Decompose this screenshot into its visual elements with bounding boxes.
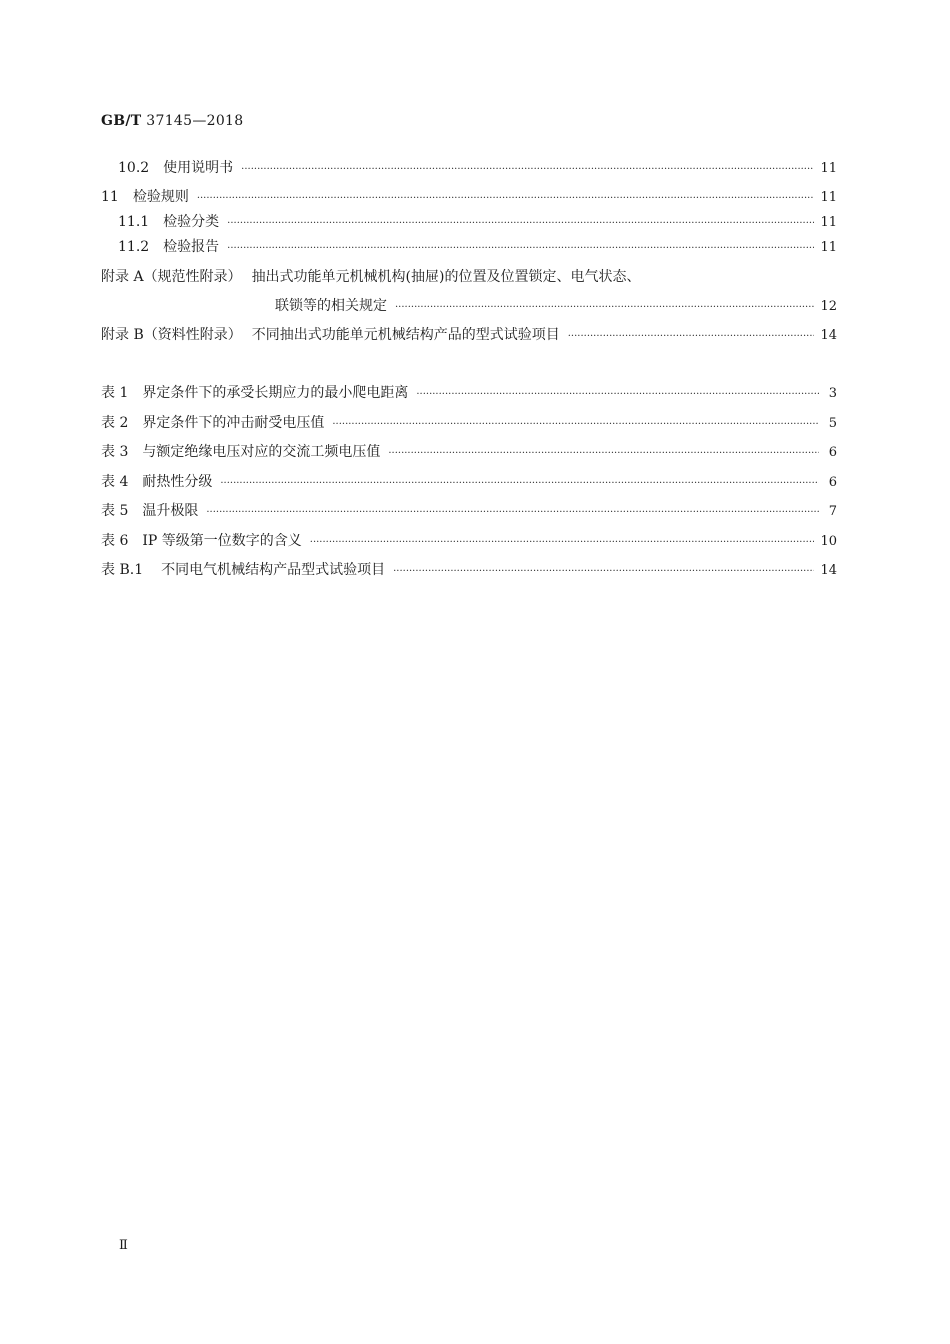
toc-entry-number: 11.1 xyxy=(118,214,150,230)
table-entry-6[interactable] xyxy=(101,530,837,552)
table-entry-title: 耐热性分级 xyxy=(142,474,213,490)
toc-entry-appendix-a-cont[interactable] xyxy=(275,295,837,317)
toc-entry-11-1[interactable] xyxy=(118,211,837,233)
table-entry-5[interactable] xyxy=(101,500,837,522)
leader-dots xyxy=(393,566,814,577)
leader-dots xyxy=(395,302,814,313)
toc-entry-page: 12 xyxy=(820,299,837,314)
toc-entry-11[interactable] xyxy=(101,186,837,208)
leader-dots xyxy=(568,331,815,342)
toc-entry-title: 联锁等的相关规定 xyxy=(275,298,387,314)
table-entry-number: 表 B.1 xyxy=(101,562,144,578)
toc-entry-appendix-b[interactable] xyxy=(101,324,837,346)
table-entry-4[interactable] xyxy=(101,471,837,493)
table-entry-3[interactable] xyxy=(101,441,837,463)
toc-entry-page: 11 xyxy=(820,240,837,255)
leader-dots xyxy=(416,389,819,400)
toc-entry-number: 10.2 xyxy=(118,160,150,176)
toc-entry-number: 附录 A（规范性附录） xyxy=(101,269,242,285)
table-entry-title: 不同电气机械结构产品型式试验项目 xyxy=(161,562,386,578)
table-entry-number: 表 4 xyxy=(101,474,129,490)
table-entry-page: 5 xyxy=(828,416,837,431)
table-entry-page: 6 xyxy=(828,445,837,460)
table-entry-title: 界定条件下的冲击耐受电压值 xyxy=(142,415,325,431)
toc-entry-title: 不同抽出式功能单元机械结构产品的型式试验项目 xyxy=(251,327,560,343)
toc-entry-title: 使用说明书 xyxy=(163,160,234,176)
leader-dots xyxy=(227,243,814,254)
table-entry-number: 表 3 xyxy=(101,444,129,460)
toc-entry-title: 抽出式功能单元机械机构(抽屉)的位置及位置锁定、电气状态、 xyxy=(251,269,641,285)
table-entry-1[interactable] xyxy=(101,382,837,404)
table-entry-title: 界定条件下的承受长期应力的最小爬电距离 xyxy=(142,385,409,401)
leader-dots xyxy=(206,507,819,518)
toc-entry-title: 检验分类 xyxy=(163,214,220,230)
toc-entry-title: 检验报告 xyxy=(163,239,220,255)
toc-entry-11-2[interactable] xyxy=(118,236,837,258)
table-entry-number: 表 6 xyxy=(101,533,129,549)
leader-dots xyxy=(241,164,814,175)
table-entry-page: 10 xyxy=(820,534,837,549)
leader-dots xyxy=(310,537,815,548)
table-entry-number: 表 2 xyxy=(101,415,129,431)
standard-code-prefix: GB/T xyxy=(101,113,142,129)
leader-dots xyxy=(227,218,814,229)
standard-code-number: 37145—2018 xyxy=(146,113,244,129)
toc-entry-number: 11.2 xyxy=(118,239,150,255)
document-header xyxy=(101,113,243,129)
table-entry-page: 6 xyxy=(828,475,837,490)
leader-dots xyxy=(388,448,819,459)
table-entry-number: 表 5 xyxy=(101,503,129,519)
leader-dots xyxy=(197,193,815,204)
toc-entry-title: 检验规则 xyxy=(132,189,189,205)
toc-entry-appendix-a[interactable] xyxy=(101,266,837,288)
table-entry-number: 表 1 xyxy=(101,385,129,401)
toc-entry-page: 11 xyxy=(820,215,837,230)
toc-entry-page: 11 xyxy=(820,190,837,205)
table-entry-title: 温升极限 xyxy=(142,503,199,519)
table-entry-title: 与额定绝缘电压对应的交流工频电压值 xyxy=(142,444,381,460)
toc-entry-number: 11 xyxy=(101,189,119,205)
leader-dots xyxy=(332,419,819,430)
table-entry-page: 3 xyxy=(828,386,837,401)
page-number: Ⅱ xyxy=(119,1238,128,1253)
toc-entry-page: 14 xyxy=(820,328,837,343)
table-entry-2[interactable] xyxy=(101,412,837,434)
toc-entry-10-2[interactable] xyxy=(118,157,837,179)
toc-entry-page: 11 xyxy=(820,161,837,176)
toc-entry-number: 附录 B（资料性附录） xyxy=(101,327,242,343)
table-entry-page: 14 xyxy=(820,563,837,578)
table-entry-b1[interactable] xyxy=(101,559,837,581)
leader-dots xyxy=(220,478,819,489)
table-entry-title: IP 等级第一位数字的含义 xyxy=(142,533,302,549)
table-entry-page: 7 xyxy=(828,504,837,519)
